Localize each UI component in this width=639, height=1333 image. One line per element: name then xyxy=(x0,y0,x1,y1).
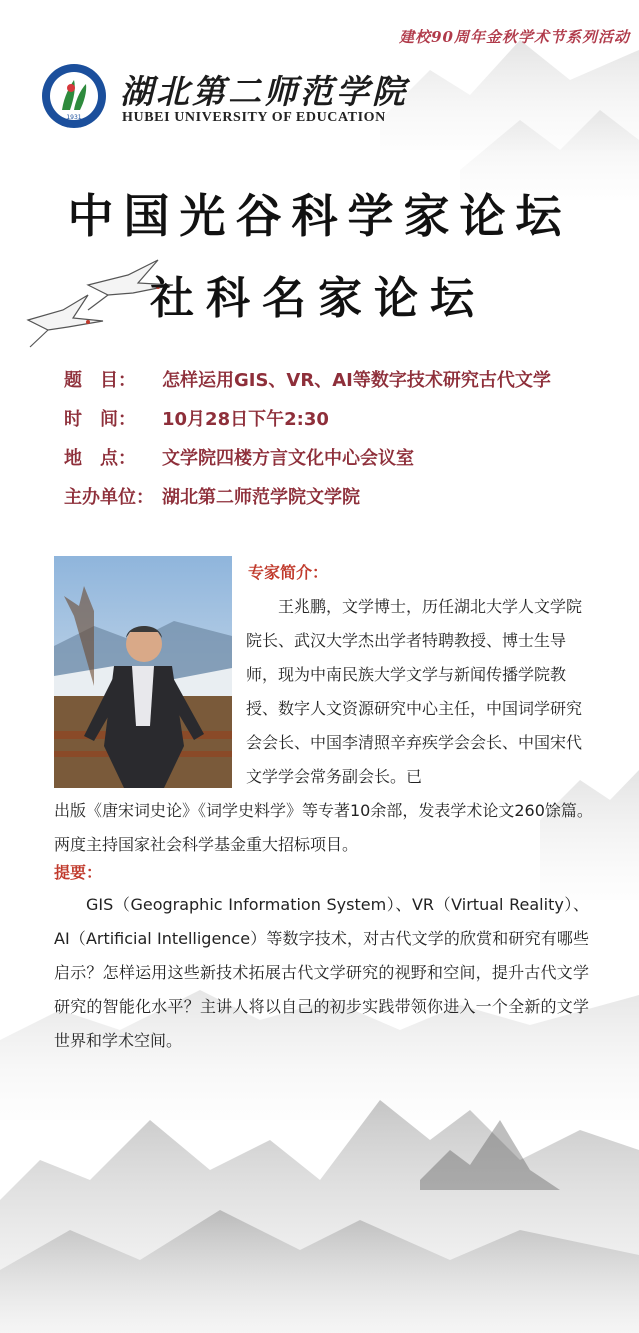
info-time xyxy=(64,405,624,431)
logo-year: 1931 xyxy=(66,114,82,121)
event-series-banner: 建校90周年金秋学术节系列活动 xyxy=(399,28,630,46)
expert-photo xyxy=(54,556,232,788)
expert-heading xyxy=(248,560,328,583)
abstract-heading xyxy=(54,860,102,883)
info-location-value: 文学院四楼方言文化中心会议室 xyxy=(162,448,414,469)
school-logo xyxy=(40,62,108,130)
info-location-label: 地 点： xyxy=(64,448,136,469)
abstract-heading-text: 提要： xyxy=(54,863,103,882)
info-topic-value: 怎样运用GIS、VR、AI等数字技术研究古代文学 xyxy=(162,370,551,391)
expert-bio-continued: 出版《唐宋词史论》《词学史料学》等专著10余部，发表学术论文260馀篇。两度主持国家社会科学基金重大招标项目。 xyxy=(54,801,593,854)
info-location xyxy=(64,444,624,470)
school-name-cn: 湖北第二师范学院 xyxy=(120,72,408,111)
expert-heading-text: 专家简介： xyxy=(248,563,329,582)
forum-title: 中国光谷科学家论坛 xyxy=(67,189,572,243)
forum-subtitle: 社科名家论坛 xyxy=(150,273,486,324)
abstract-text: GIS（Geographic Information System）、VR（Virtual Reality）、AI（Artificial Intelligence）等数字技术，对古代文学的欣赏和研究有哪些启示？怎样运用这些新技术拓展古代文学研究的视野和空间，提升古代文学研究的智能化水平？主讲人将以自己的初步实践带领你进入一个全新的文学世界和学术空间。 xyxy=(54,895,589,1050)
school-name-en: HUBEI UNIVERSITY OF EDUCATION xyxy=(122,110,386,125)
info-organizer-label: 主办单位： xyxy=(64,487,154,508)
info-organizer-value: 湖北第二师范学院文学院 xyxy=(162,487,360,508)
info-topic xyxy=(64,366,624,392)
info-organizer xyxy=(64,483,624,509)
expert-bio-wrapped: 王兆鹏，文学博士，历任湖北大学人文学院院长、武汉大学杰出学者特聘教授、博士生导师，现为中南民族大学文学与新闻传播学院教授、数字人文资源研究中心主任，中国词学研究会会长、中国李清照辛弃疾学会会长、中国宋代文学学会常务副会长。已 xyxy=(246,597,583,786)
info-time-label: 时 间： xyxy=(64,409,136,430)
info-time-value: 10月28日下午2:30 xyxy=(162,409,329,430)
info-topic-label: 题 目： xyxy=(64,370,136,391)
